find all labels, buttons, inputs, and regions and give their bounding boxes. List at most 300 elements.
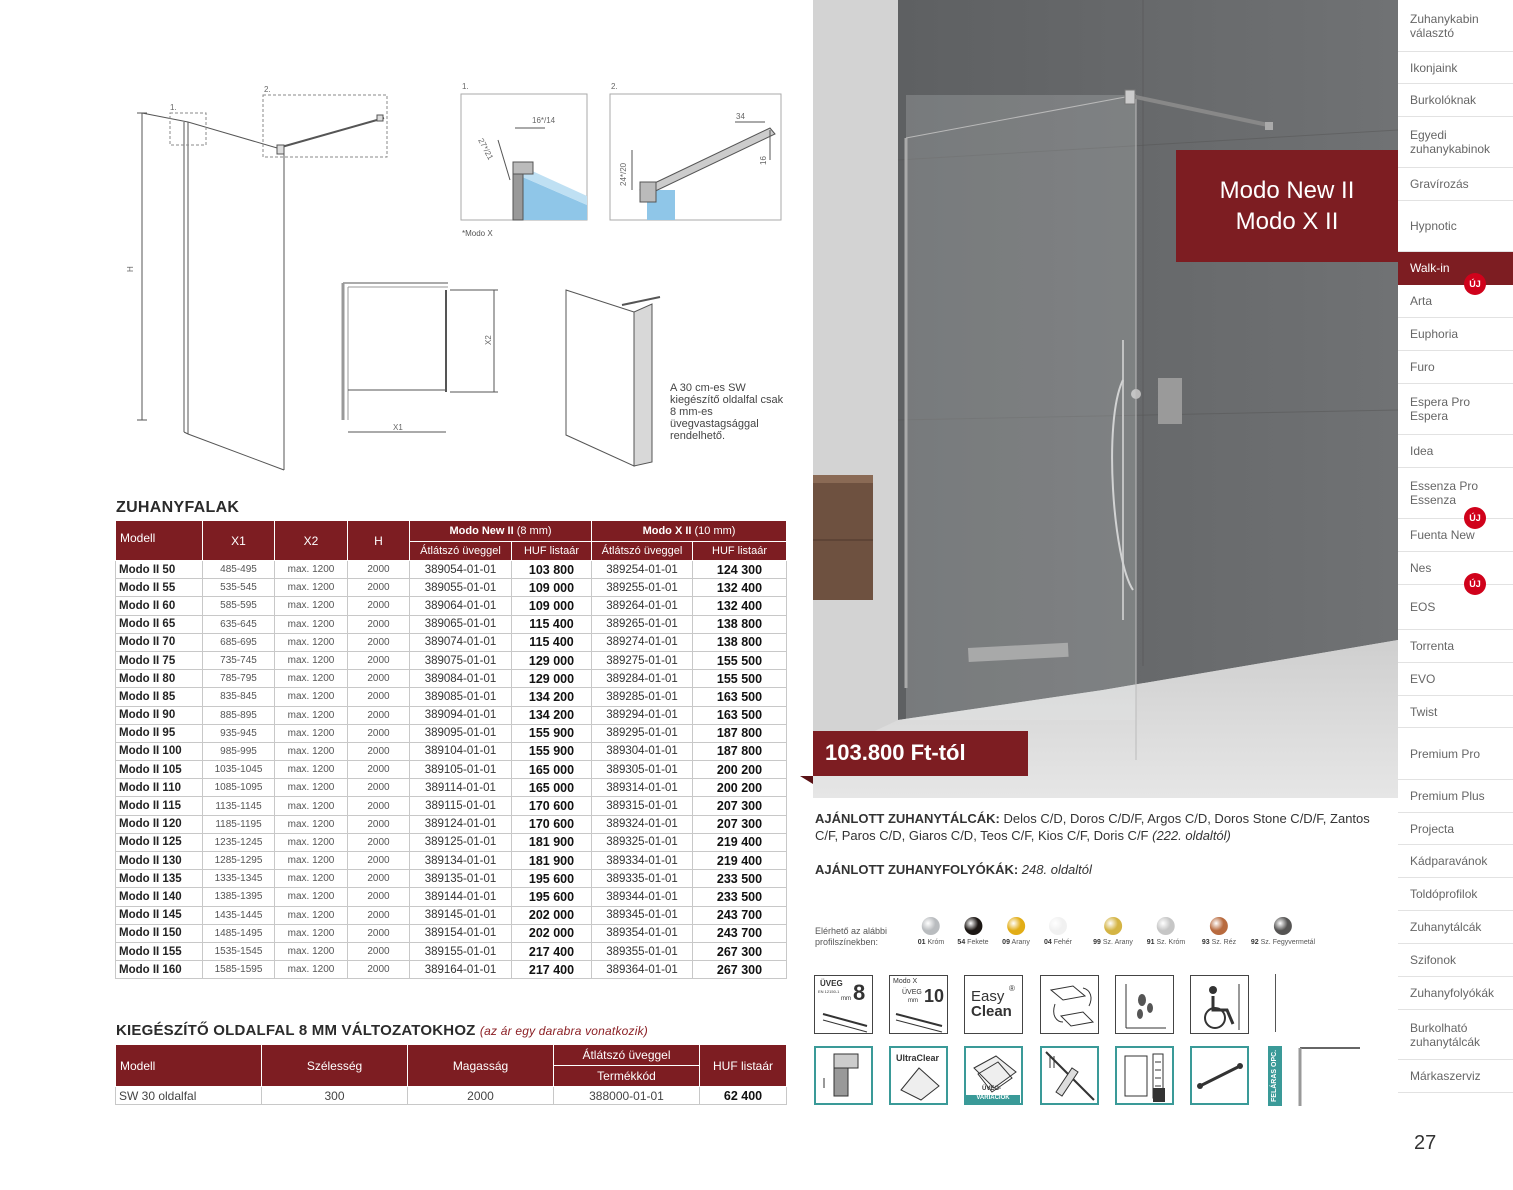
- ultra-clear-icon: UltraClear: [889, 1046, 948, 1105]
- cell-price-x: 267 300: [693, 942, 787, 960]
- cell-code-x: 389364-01-01: [592, 961, 693, 979]
- color-name: Sz. Réz: [1211, 939, 1237, 946]
- walls-table-title: ZUHANYFALAK: [116, 499, 240, 516]
- cell-model: Modo II 140: [116, 888, 203, 906]
- cell-x2: max. 1200: [275, 870, 348, 888]
- cell-model: Modo II 70: [116, 633, 203, 651]
- cell-x1: 1285-1295: [203, 852, 275, 870]
- sidebar-item-label: EOS: [1410, 600, 1436, 614]
- sidebar-item-eos[interactable]: [1398, 585, 1513, 630]
- detail-2-dim-a: 34: [736, 112, 745, 121]
- color-name: Fehér: [1053, 939, 1073, 946]
- side-panel-table-title: KIEGÉSZÍTŐ OLDALFAL 8 MM VÁLTOZATOKHOZ (az ár egy darabra vonatkozik): [116, 1022, 648, 1039]
- sidebar-item-m-rkaszerviz[interactable]: [1398, 1060, 1513, 1093]
- col-x2: X2: [275, 521, 348, 561]
- reversible-icon: [1040, 975, 1099, 1034]
- glass-variations-icon: ÜVEG- VARIÁCIÓK: [964, 1046, 1023, 1105]
- cell-h: 2000: [348, 651, 410, 669]
- sidebar-item-essenza-pro-essenza[interactable]: [1398, 468, 1513, 519]
- cell-model: Modo II 120: [116, 815, 203, 833]
- cell-model: Modo II 80: [116, 670, 203, 688]
- color-name: Fekete: [967, 939, 989, 946]
- cell-x1: 1335-1345: [203, 870, 275, 888]
- sidebar-item-projecta[interactable]: [1398, 813, 1513, 845]
- col-group-modo-x: Modo X II (10 mm): [592, 521, 787, 542]
- color-swatch: [957, 917, 988, 946]
- cell-h: 2000: [348, 833, 410, 851]
- sidebar-item-szifonok[interactable]: [1398, 944, 1513, 977]
- cell-code-new: 389125-01-01: [410, 833, 512, 851]
- sidebar-item-espera-pro-espera[interactable]: [1398, 384, 1513, 435]
- table-row: [116, 797, 787, 815]
- cell-price-x: 219 400: [693, 852, 787, 870]
- cell-x1: 1035-1045: [203, 761, 275, 779]
- sidebar-item-told-profilok[interactable]: [1398, 878, 1513, 911]
- table-row: [116, 870, 787, 888]
- color-swatch: [1093, 917, 1133, 946]
- sidebar-item-burkolhat-zuhanyt-lc-k[interactable]: [1398, 1010, 1513, 1060]
- color-name: Sz. Fegyvermetál: [1260, 939, 1316, 946]
- cell-code-new: 389135-01-01: [410, 870, 512, 888]
- cell-h: 2000: [348, 742, 410, 760]
- cell-code-x: 389335-01-01: [592, 870, 693, 888]
- cell-h: 2000: [348, 724, 410, 742]
- cell-model: Modo II 105: [116, 761, 203, 779]
- cell-price-new: 170 600: [512, 797, 592, 815]
- cell-x1: 835-845: [203, 688, 275, 706]
- side-panel-price-table: [115, 1044, 787, 1105]
- detail-1-dim-b: 27*/21: [476, 136, 496, 162]
- cell-code-new: 389075-01-01: [410, 651, 512, 669]
- cell-model: Modo II 95: [116, 724, 203, 742]
- color-swatch: [1147, 917, 1186, 946]
- cell-price-new: 155 900: [512, 724, 592, 742]
- cell-h: 2000: [348, 888, 410, 906]
- sidebar-item-label: Arta: [1410, 294, 1433, 308]
- cell-width: 300: [262, 1087, 408, 1105]
- page-number: 27: [1414, 1132, 1437, 1154]
- sidebar-item-label: Egyedi zuhanykabinok: [1410, 128, 1491, 156]
- cell-price-new: 134 200: [512, 706, 592, 724]
- color-dot: [922, 917, 940, 935]
- col-price-2: HUF listaár: [693, 542, 787, 561]
- towel-bar-icon: [1190, 1046, 1249, 1105]
- sidebar-item-arta[interactable]: [1398, 285, 1513, 318]
- color-name: Arany: [1011, 939, 1030, 946]
- cell-code: 388000-01-01: [554, 1087, 700, 1105]
- dim-h: H: [126, 266, 135, 272]
- cell-code-new: 389124-01-01: [410, 815, 512, 833]
- cell-code-x: 389284-01-01: [592, 670, 693, 688]
- cell-price-x: 155 500: [693, 651, 787, 669]
- sidebar-item-zuhanykabin-v-laszt-[interactable]: [1398, 0, 1513, 52]
- col-glass: Átlátszó üveggel: [554, 1045, 700, 1066]
- cell-x1: 635-645: [203, 615, 275, 633]
- cell-code-x: 389285-01-01: [592, 688, 693, 706]
- cell-price-new: 217 400: [512, 961, 592, 979]
- sidebar-item-label: Twist: [1410, 704, 1438, 719]
- cell-price-new: 202 000: [512, 924, 592, 942]
- col-model: Modell: [116, 1045, 262, 1087]
- table-row: [116, 888, 787, 906]
- sidebar-item-hypnotic[interactable]: [1398, 201, 1513, 252]
- cell-x2: max. 1200: [275, 724, 348, 742]
- cell-height: 2000: [408, 1087, 554, 1105]
- table-row: [116, 615, 787, 633]
- cell-code-new: 389144-01-01: [410, 888, 512, 906]
- category-sidebar: [1398, 0, 1513, 1120]
- col-model: Modell: [116, 521, 203, 561]
- cell-code-x: 389354-01-01: [592, 924, 693, 942]
- cell-h: 2000: [348, 961, 410, 979]
- water-drop-icon: [1115, 975, 1174, 1034]
- sidebar-item-label: Premium Pro: [1410, 746, 1481, 761]
- sidebar-item-k-dparav-nok[interactable]: [1398, 845, 1513, 878]
- color-swatch: [918, 917, 944, 946]
- detail-1-dim-a: 16*/14: [532, 116, 556, 125]
- cell-model: Modo II 130: [116, 852, 203, 870]
- cell-code-new: 389095-01-01: [410, 724, 512, 742]
- cell-code-new: 389065-01-01: [410, 615, 512, 633]
- cell-price-new: 115 400: [512, 633, 592, 651]
- sidebar-item-premium-plus[interactable]: [1398, 780, 1513, 813]
- profile-colors-label: Elérhető az alábbi profilszínekben:: [815, 926, 888, 947]
- cell-x2: max. 1200: [275, 961, 348, 979]
- cell-x1: 1585-1595: [203, 961, 275, 979]
- corner-profile-icon: [1298, 1046, 1362, 1108]
- price-from-banner: 103.800 Ft-tól: [813, 731, 1028, 776]
- cell-price-x: 243 700: [693, 906, 787, 924]
- cell-code-x: 389315-01-01: [592, 797, 693, 815]
- cell-price-new: 181 900: [512, 833, 592, 851]
- sidebar-item-nes[interactable]: [1398, 552, 1513, 585]
- glass-10mm-icon: Modo X ÜVEG mm 10: [889, 975, 948, 1034]
- cell-x1: 885-895: [203, 706, 275, 724]
- color-code: 99: [1093, 939, 1101, 946]
- cell-h: 2000: [348, 633, 410, 651]
- cell-model: Modo II 145: [116, 906, 203, 924]
- cell-price-new: 217 400: [512, 942, 592, 960]
- sidebar-item-label: Szifonok: [1410, 953, 1457, 967]
- cell-x1: 1185-1195: [203, 815, 275, 833]
- cell-price-x: 187 800: [693, 724, 787, 742]
- cell-price-new: 195 600: [512, 870, 592, 888]
- table-row: [116, 724, 787, 742]
- cell-price-new: 109 000: [512, 597, 592, 615]
- callout-2: 2.: [264, 85, 271, 94]
- cell-code-x: 389265-01-01: [592, 615, 693, 633]
- sidebar-item-burkol-knak[interactable]: [1398, 84, 1513, 117]
- height-adjust-icon: [1115, 1046, 1174, 1105]
- cell-h: 2000: [348, 906, 410, 924]
- color-code: 54: [957, 939, 966, 946]
- sidebar-item-idea[interactable]: [1398, 435, 1513, 468]
- cell-x1: 485-495: [203, 561, 275, 579]
- cell-h: 2000: [348, 815, 410, 833]
- cell-price-new: 115 400: [512, 615, 592, 633]
- cell-x1: 1135-1145: [203, 797, 275, 815]
- cell-h: 2000: [348, 579, 410, 597]
- sidebar-item-zuhanyt-lc-k[interactable]: [1398, 911, 1513, 944]
- detail-2-dim-c: 24*/20: [619, 162, 628, 186]
- color-dot: [1274, 917, 1292, 935]
- sidebar-item-torrenta[interactable]: [1398, 630, 1513, 663]
- sidebar-item-label: EVO: [1410, 672, 1436, 686]
- sidebar-item-label: Torrenta: [1410, 639, 1455, 653]
- detail-2-drawing: [610, 94, 781, 220]
- product-title-line1: Modo New II: [1219, 177, 1355, 204]
- cleaning-icon: [1040, 1046, 1099, 1105]
- price-banner-tail: [800, 776, 813, 784]
- table-row: [116, 597, 787, 615]
- table-row: [116, 1087, 787, 1105]
- table-row: [116, 924, 787, 942]
- cell-code-x: 389294-01-01: [592, 706, 693, 724]
- color-code: 93: [1201, 939, 1210, 946]
- cell-h: 2000: [348, 779, 410, 797]
- cell-code-new: 389104-01-01: [410, 742, 512, 760]
- cell-h: 2000: [348, 870, 410, 888]
- cell-code-new: 389054-01-01: [410, 561, 512, 579]
- cell-model: Modo II 100: [116, 742, 203, 760]
- cell-model: Modo II 55: [116, 579, 203, 597]
- cell-x1: 1235-1245: [203, 833, 275, 851]
- color-dot: [1049, 917, 1067, 935]
- cell-x1: 535-545: [203, 579, 275, 597]
- cell-code-new: 389114-01-01: [410, 779, 512, 797]
- sw-panel-note: A 30 cm-es SW kiegészítő oldalfal csak 8 mm-es üvegvastagsággal rendelhető.: [670, 382, 784, 442]
- cell-code-new: 389154-01-01: [410, 924, 512, 942]
- cell-x1: 1385-1395: [203, 888, 275, 906]
- cell-h: 2000: [348, 852, 410, 870]
- sidebar-item-twist[interactable]: [1398, 696, 1513, 728]
- accessible-icon: [1190, 975, 1249, 1034]
- cell-code-x: 389274-01-01: [592, 633, 693, 651]
- walls-price-table: [115, 520, 787, 979]
- cell-x1: 1535-1545: [203, 942, 275, 960]
- color-code: 04: [1043, 939, 1052, 946]
- color-dot: [1007, 917, 1025, 935]
- cell-code-new: 389134-01-01: [410, 852, 512, 870]
- color-code: 91: [1146, 939, 1155, 946]
- cell-model: Modo II 90: [116, 706, 203, 724]
- cell-price-new: 165 000: [512, 779, 592, 797]
- col-price-1: HUF listaár: [512, 542, 592, 561]
- cell-price-x: 200 200: [693, 779, 787, 797]
- cell-code-x: 389275-01-01: [592, 651, 693, 669]
- cell-price-new: 181 900: [512, 852, 592, 870]
- new-badge: ÚJ: [1464, 573, 1486, 595]
- color-name: Sz. Króm: [1156, 939, 1186, 946]
- cell-x1: 1085-1095: [203, 779, 275, 797]
- sidebar-item-label: Burkolható zuhanytálcák: [1410, 1020, 1481, 1049]
- cell-model: Modo II 115: [116, 797, 203, 815]
- cell-x1: 685-695: [203, 633, 275, 651]
- color-swatch: [1251, 917, 1315, 946]
- cell-price-new: 170 600: [512, 815, 592, 833]
- cell-x2: max. 1200: [275, 670, 348, 688]
- cell-price-new: 134 200: [512, 688, 592, 706]
- table-row: [116, 779, 787, 797]
- color-code: 92: [1250, 939, 1259, 946]
- cell-code-x: 389254-01-01: [592, 561, 693, 579]
- sidebar-item-label: Kádparavánok: [1410, 854, 1488, 868]
- sidebar-item-label: Essenza Pro Essenza: [1410, 479, 1479, 507]
- cell-x2: max. 1200: [275, 888, 348, 906]
- cell-price-new: 129 000: [512, 651, 592, 669]
- cell-x2: max. 1200: [275, 779, 348, 797]
- cell-code-x: 389255-01-01: [592, 579, 693, 597]
- cell-price-x: 243 700: [693, 924, 787, 942]
- sidebar-item-grav-roz-s[interactable]: [1398, 168, 1513, 201]
- cell-price-new: 165 000: [512, 761, 592, 779]
- sidebar-item-premium-pro[interactable]: [1398, 728, 1513, 780]
- sidebar-item-walk-in[interactable]: [1398, 252, 1513, 285]
- sidebar-item-egyedi-zuhanykabinok[interactable]: [1398, 117, 1513, 168]
- cell-model: Modo II 125: [116, 833, 203, 851]
- dim-x1: X1: [393, 423, 403, 432]
- sidebar-item-label: Ikonjaink: [1410, 60, 1458, 75]
- cell-code-x: 389304-01-01: [592, 742, 693, 760]
- cell-code-x: 389305-01-01: [592, 761, 693, 779]
- table-row: [116, 833, 787, 851]
- cell-x2: max. 1200: [275, 742, 348, 760]
- cell-h: 2000: [348, 924, 410, 942]
- sw-panel-drawing: [566, 290, 660, 466]
- cell-price-x: 138 800: [693, 615, 787, 633]
- table-row: [116, 942, 787, 960]
- cell-model: Modo II 155: [116, 942, 203, 960]
- cell-x1: 1485-1495: [203, 924, 275, 942]
- new-badge: ÚJ: [1464, 507, 1486, 529]
- col-x1: X1: [203, 521, 275, 561]
- table-row: [116, 633, 787, 651]
- sidebar-item-label: Márkaszerviz: [1410, 1069, 1481, 1083]
- table-row: [116, 961, 787, 979]
- sidebar-item-zuhanyfoly-k-k[interactable]: [1398, 977, 1513, 1010]
- cell-model: Modo II 60: [116, 597, 203, 615]
- cell-model: Modo II 50: [116, 561, 203, 579]
- recommended-trays: AJÁNLOTT ZUHANYTÁLCÁK: Delos C/D, Doros C/D/F, Argos C/D, Doros Stone C/D/F, Zantos C/F, Paros C/D, Giaros C/D, Teos C/F, Kios C/F, Doris C/F (222. oldaltól): [815, 811, 1370, 843]
- cell-h: 2000: [348, 561, 410, 579]
- cell-h: 2000: [348, 688, 410, 706]
- detail-1-number: 1.: [462, 82, 469, 91]
- cell-price-x: 207 300: [693, 797, 787, 815]
- cell-x2: max. 1200: [275, 706, 348, 724]
- sidebar-item-furo[interactable]: [1398, 351, 1513, 384]
- cell-model: Modo II 65: [116, 615, 203, 633]
- cell-code-new: 389094-01-01: [410, 706, 512, 724]
- cell-x2: max. 1200: [275, 597, 348, 615]
- cell-price-new: 109 000: [512, 579, 592, 597]
- table-row: [116, 670, 787, 688]
- cell-x2: max. 1200: [275, 797, 348, 815]
- cell-price-x: 187 800: [693, 742, 787, 760]
- sidebar-item-ikonjaink[interactable]: [1398, 52, 1513, 84]
- color-swatch: [1002, 917, 1030, 946]
- table-row: [116, 761, 787, 779]
- sidebar-item-label: Premium Plus: [1410, 789, 1485, 803]
- cell-x2: max. 1200: [275, 906, 348, 924]
- color-swatch: [1044, 917, 1072, 946]
- cell-price-x: 207 300: [693, 815, 787, 833]
- cell-x2: max. 1200: [275, 942, 348, 960]
- col-width: Szélesség: [262, 1045, 408, 1087]
- cell-code-x: 389344-01-01: [592, 888, 693, 906]
- col-price: HUF listaár: [700, 1045, 787, 1087]
- color-name: Sz. Arany: [1102, 939, 1133, 946]
- cell-x2: max. 1200: [275, 688, 348, 706]
- cell-x2: max. 1200: [275, 852, 348, 870]
- cell-price-x: 138 800: [693, 633, 787, 651]
- cell-price-x: 124 300: [693, 561, 787, 579]
- cell-x2: max. 1200: [275, 815, 348, 833]
- callout-1: 1.: [170, 103, 177, 112]
- table-row: [116, 852, 787, 870]
- cell-code-new: 389084-01-01: [410, 670, 512, 688]
- color-swatch: [1202, 917, 1236, 946]
- sidebar-item-fuenta-new[interactable]: [1398, 519, 1513, 552]
- cell-code-new: 389155-01-01: [410, 942, 512, 960]
- cell-price-x: 219 400: [693, 833, 787, 851]
- table-row: [116, 579, 787, 597]
- feature-divider: [1275, 974, 1276, 1032]
- sidebar-item-euphoria[interactable]: [1398, 318, 1513, 351]
- product-photo: [813, 0, 1398, 798]
- sidebar-item-label: Walk-in: [1410, 261, 1450, 275]
- cell-price: 62 400: [700, 1087, 787, 1105]
- product-title-box: [1176, 150, 1398, 262]
- color-code: 09: [1002, 939, 1010, 946]
- col-glass-2: Átlátszó üveggel: [592, 542, 693, 561]
- table-row: [116, 815, 787, 833]
- cell-x1: 735-745: [203, 651, 275, 669]
- sidebar-item-evo[interactable]: [1398, 663, 1513, 696]
- sidebar-item-label: Espera Pro Espera: [1410, 395, 1471, 423]
- cell-x2: max. 1200: [275, 924, 348, 942]
- col-h: H: [348, 521, 410, 561]
- table-row: [116, 706, 787, 724]
- walls-table-body: [116, 561, 787, 979]
- cell-h: 2000: [348, 615, 410, 633]
- cell-model: Modo II 75: [116, 651, 203, 669]
- color-dot: [1157, 917, 1175, 935]
- cell-code-x: 389295-01-01: [592, 724, 693, 742]
- table-row: [116, 906, 787, 924]
- sidebar-item-label: Euphoria: [1410, 327, 1459, 341]
- profile-icon: [814, 1046, 873, 1105]
- col-group-modo-new: Modo New II (8 mm): [410, 521, 592, 542]
- cell-model: Modo II 150: [116, 924, 203, 942]
- table-row: [116, 651, 787, 669]
- sidebar-item-label: Projecta: [1410, 821, 1455, 836]
- cell-price-x: 267 300: [693, 961, 787, 979]
- cell-code-new: 389085-01-01: [410, 688, 512, 706]
- cell-x2: max. 1200: [275, 833, 348, 851]
- cell-price-x: 155 500: [693, 670, 787, 688]
- detail-2-number: 2.: [611, 82, 618, 91]
- easy-clean-icon: Easy Clean ®: [964, 975, 1023, 1034]
- cell-code-new: 389105-01-01: [410, 761, 512, 779]
- cell-code-new: 389145-01-01: [410, 906, 512, 924]
- cell-code-new: 389064-01-01: [410, 597, 512, 615]
- cell-code-x: 389334-01-01: [592, 852, 693, 870]
- cell-x1: 785-795: [203, 670, 275, 688]
- sidebar-item-label: Fuenta New: [1410, 528, 1475, 542]
- cell-x2: max. 1200: [275, 633, 348, 651]
- detail-1-drawing: [461, 94, 587, 220]
- cell-price-new: 195 600: [512, 888, 592, 906]
